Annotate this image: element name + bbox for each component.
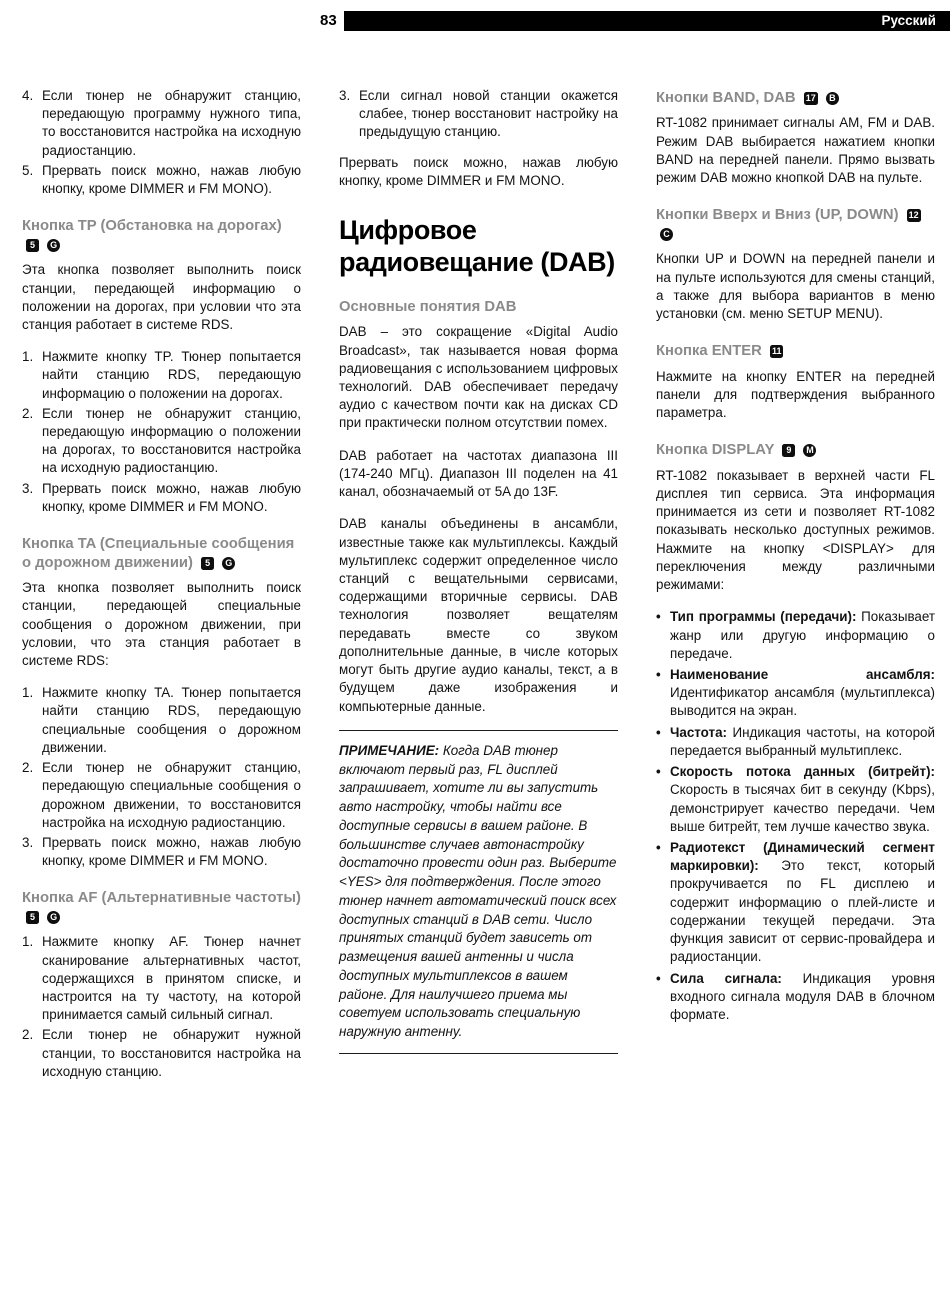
section-heading-up-down	[656, 206, 935, 243]
bullet-marker: •	[656, 724, 661, 740]
column-right	[656, 87, 935, 1089]
paragraph: Нажмите на кнопку ENTER на передней панели для подтверждения выбранного параметра.	[656, 368, 935, 421]
bullet-body: Идентификатор ансамбля (мультиплекса) выводится на экран.	[670, 685, 935, 719]
bullet-marker: •	[656, 609, 661, 625]
heading-text: Кнопка TA (Специальные сообщения о дорожном движении)	[22, 536, 295, 571]
content-columns	[0, 31, 950, 1089]
section-heading-display	[656, 441, 935, 459]
item-number: 2.	[22, 1027, 34, 1043]
bullet-text	[670, 839, 935, 967]
front-panel-ref-badge: 5	[201, 557, 214, 570]
item-number: 1.	[22, 685, 34, 701]
item-number: 3.	[22, 480, 34, 496]
bullet-item	[656, 608, 935, 663]
item-number: 2.	[22, 760, 34, 776]
dab-title: Цифровое радиовещание (DAB)	[339, 215, 615, 278]
front-panel-ref-badge: 12	[908, 210, 919, 221]
bullet-text	[670, 724, 935, 760]
item-number: 1.	[22, 349, 34, 365]
paragraph: DAB – это сокращение «Digital Audio Broadcast», так называется новая форма радиовещания с использованием цифровых технологий. DAB обеспечивает передачу аудио с качеством почти как на дисках CD при практически полном отсутствии помех.	[339, 324, 618, 431]
bullet-list	[656, 608, 935, 1024]
column-left	[22, 87, 301, 1089]
item-number: 3.	[339, 88, 351, 103]
bullet-body: Индикация частоты, на которой передается выбранный мультиплекс.	[670, 724, 935, 758]
item-number: 3.	[22, 834, 34, 850]
language-label: Русский	[881, 13, 936, 28]
numbered-item	[22, 348, 301, 403]
bullet-body: Это текст, который прокручивается по FL дисплею и содержит информацию о плей-листе и содержании текущей передачи. Эта функция зависит от сервис-провайдера и радиостанции.	[670, 858, 935, 965]
note-lead: ПРИМЕЧАНИЕ:	[339, 742, 440, 758]
remote-ref-badge: C	[660, 228, 673, 241]
note-text: Когда DAB тюнер включают первый раз, FL дисплей запрашивает, хотите ли вы запустить авто настройку, чтобы найти все доступные сервисы в вашем районе. В большинстве случаев автонастройку достаточно провести один раз. Выберите <YES> для подтверждения. После этого тюнер начнет автоматический поиск всех доступных станций в DAB сети. Число принятых станций будет зависеть от размещения вашей антенны и числа доступных мультиплексов в вашем районе. Для наилучшего приема мы советуем использовать специальную наружную антенну.	[339, 742, 617, 1040]
column-middle	[339, 87, 618, 1089]
numbered-item	[22, 480, 301, 516]
bullet-text	[670, 970, 935, 1025]
bullet-marker: •	[656, 764, 661, 780]
item-text: Нажмите кнопку TA. Тюнер попытается найти станцию RDS, передающую специальные сообщения о дорожном движении.	[42, 685, 301, 755]
note-paragraph	[339, 742, 618, 1042]
front-panel-ref-badge: 5	[26, 239, 39, 252]
item-text: Нажмите кнопку AF. Тюнер начнет сканирование альтернативных частот, содержащихся в принятом списке, и настроится на ту частоту, на которой принимается самый сильный сигнал.	[42, 934, 301, 1023]
item-text: Прервать поиск можно, нажав любую кнопку, кроме DIMMER и FM MONO).	[42, 162, 301, 197]
bullet-lead: Частота:	[670, 724, 727, 740]
bullet-marker: •	[656, 839, 661, 855]
heading-text: Кнопка AF (Альтернативные частоты)	[22, 890, 301, 907]
numbered-item	[339, 87, 618, 142]
item-text: Прервать поиск можно, нажав любую кнопку, кроме DIMMER и FM MONO.	[42, 480, 301, 514]
item-text: Нажмите кнопку TP. Тюнер попытается найти станцию RDS, передающую информацию о положении на дорогах.	[42, 349, 301, 401]
section-heading-af	[22, 889, 301, 926]
remote-ref-badge: G	[222, 557, 235, 570]
numbered-item	[22, 87, 301, 160]
bullet-item	[656, 970, 935, 1025]
bullet-body: Показывает жанр или другую информацию о передаче.	[670, 609, 935, 661]
heading-text: Кнопка ENTER	[656, 343, 762, 360]
item-number: 5.	[22, 162, 34, 178]
bullet-lead: Наименование ансамбля:	[670, 667, 935, 683]
bullet-lead: Сила сигнала:	[670, 970, 782, 986]
numbered-item	[22, 1026, 301, 1081]
numbered-item	[22, 759, 301, 832]
paragraph: Прервать поиск можно, нажав любую кнопку, кроме DIMMER и FM MONO.	[339, 154, 618, 188]
section-heading-ta	[22, 535, 301, 572]
heading-text: Кнопка TP (Обстановка на дорогах)	[22, 218, 282, 235]
paragraph: Кнопки UP и DOWN на передней панели и на пульте используются для смены станций, а также для выбора вариантов в меню установки (см. меню SETUP MENU).	[656, 251, 935, 321]
item-text: Если тюнер не обнаружит станцию, передающую информацию о положении на дорогах, то восстановится настройка на исходную радиостанцию.	[42, 405, 301, 476]
front-panel-ref-badge: 17	[805, 93, 816, 103]
front-panel-ref-badge: 5	[26, 911, 39, 924]
item-text: Если тюнер не обнаружит нужной станции, то восстановится настройка на исходную станцию.	[42, 1027, 301, 1079]
remote-ref-badge: G	[47, 911, 60, 924]
remote-ref-badge: M	[803, 444, 816, 457]
bullet-item	[656, 666, 935, 721]
item-text: Если тюнер не обнаружит станцию, передающую специальные сообщения о дорожном движении, то восстановится настройка на исходную радиостанцию.	[42, 760, 301, 830]
page-number: 83	[320, 12, 337, 29]
section-heading-tp	[22, 217, 301, 254]
front-panel-ref-badge: 11	[771, 346, 782, 357]
heading-text: Кнопки Вверх и Вниз (UP, DOWN)	[656, 207, 899, 224]
bullet-text	[670, 608, 935, 663]
paragraph: Эта кнопка позволяет выполнить поиск станции, передающей информацию о положении на дорогах, при условии что эта станция работает в системе RDS.	[22, 262, 301, 332]
paragraph: RT-1082 принимает сигналы AM, FM и DAB. Режим DAB выбирается нажатием кнопки BAND на передней панели. Прямо вызвать режим DAB можно кнопкой DAB на пульте.	[656, 115, 935, 186]
item-number: 2.	[22, 405, 34, 421]
bullet-body: Индикация уровня входного сигнала модуля DAB в блочном формате.	[670, 970, 935, 1022]
bullet-lead: Скорость потока данных (битрейт):	[670, 764, 935, 780]
section-heading-dab-basics: Основные понятия DAB	[339, 298, 517, 315]
bullet-item	[656, 839, 935, 967]
bullet-marker: •	[656, 970, 661, 986]
front-panel-ref-badge: 9	[782, 444, 795, 457]
section-heading-band-dab	[656, 89, 935, 107]
note-divider-bottom	[339, 1053, 618, 1054]
paragraph: DAB работает на частотах диапазона III (174-240 МГц). Диапазон III поделен на 41 канал, обозначаемый от 5A до 13F.	[339, 447, 618, 500]
remote-ref-badge: B	[826, 92, 839, 105]
bullet-text	[670, 666, 935, 721]
numbered-list	[339, 87, 618, 142]
item-number: 4.	[22, 88, 34, 103]
paragraph: RT-1082 показывает в верхней части FL дисплея тип сервиса. Эта информация принимается из сети и позволяет RT-1082 показывать несколько доступных режимов. Нажмите на кнопку <DISPLAY> для переключения между различными режимами:	[656, 467, 935, 593]
numbered-item	[22, 162, 301, 198]
bullet-lead: Радиотекст (Динамический сегмент маркировки):	[670, 839, 935, 874]
page-header	[0, 0, 950, 31]
numbered-item	[22, 834, 301, 870]
bullet-lead: Тип программы (передачи):	[670, 609, 857, 625]
note-divider-top	[339, 730, 618, 731]
item-text: Если тюнер не обнаружит станцию, передающую программу нужного типа, то восстановится настройка на исходную радиостанцию.	[42, 88, 301, 158]
heading-text: Кнопка DISPLAY	[656, 442, 775, 459]
heading-text: Кнопки BAND, DAB	[656, 90, 796, 106]
section-heading-enter	[656, 342, 935, 360]
item-number: 1.	[22, 934, 34, 950]
numbered-list	[22, 348, 301, 516]
numbered-item	[22, 405, 301, 478]
item-text: Если сигнал новой станции окажется слабее, тюнер восстановит настройку на предыдущую станцию.	[359, 88, 618, 140]
numbered-item	[22, 684, 301, 757]
paragraph: DAB каналы объединены в ансамбли, известные также как мультиплексы. Каждый мультиплекс содержит определенное число станций с вещательными сервисами, содержащими вторичные сервисы. DAB технология позволяет вещателям передавать вместе со звуком дополнительные данные, в числе которых могут быть другие аудио каналы, текст, а в будущем даже изображения и компьютерные данные.	[339, 516, 618, 714]
numbered-item	[22, 933, 301, 1024]
bullet-item	[656, 724, 935, 760]
bullet-marker: •	[656, 667, 661, 683]
numbered-list	[22, 87, 301, 198]
numbered-list	[22, 684, 301, 870]
item-text: Прервать поиск можно, нажав любую кнопку, кроме DIMMER и FM MONO.	[42, 834, 301, 869]
bullet-body: Скорость в тысячах бит в секунду (Kbps), демонстрирует качество передачи. Чем выше битрейт, тем лучше качество звука.	[670, 782, 935, 834]
bullet-text	[670, 763, 935, 836]
numbered-list	[22, 933, 301, 1081]
paragraph: Эта кнопка позволяет выполнить поиск станции, передающей специальные сообщения о дорожном движении, при условии, что эта станция работает в системе RDS:	[22, 580, 301, 668]
bullet-item	[656, 763, 935, 836]
remote-ref-badge: G	[47, 239, 60, 252]
language-bar	[344, 11, 950, 31]
